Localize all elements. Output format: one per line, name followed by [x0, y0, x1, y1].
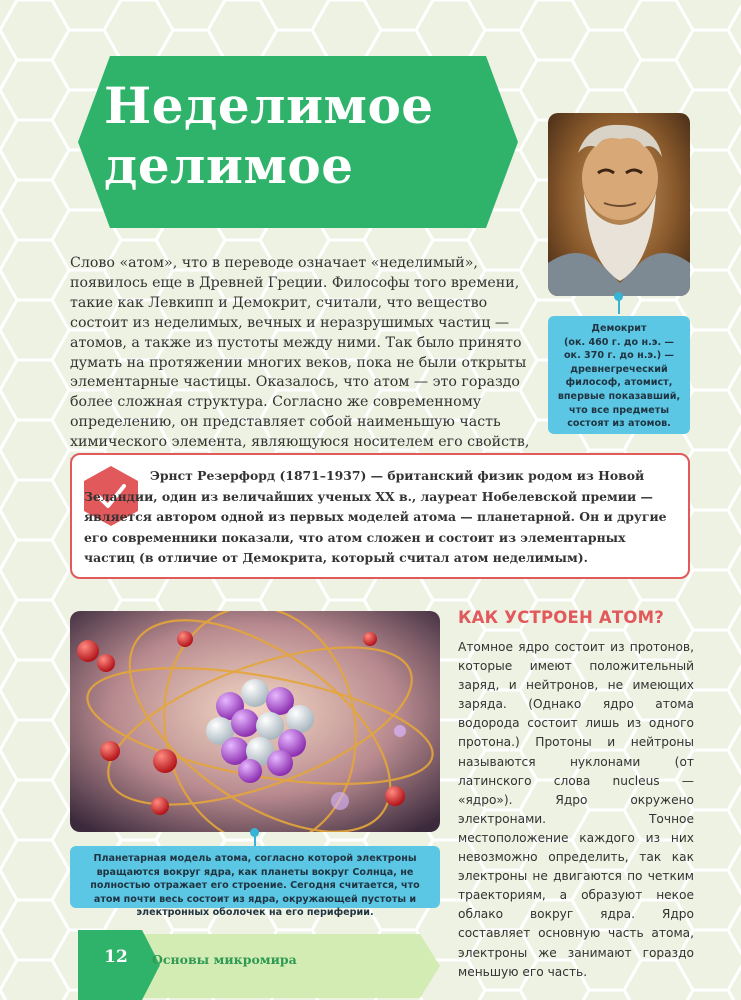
- caption-line: ок. 370 г. до н.э.) —: [563, 350, 675, 362]
- caption-line: древнегреческий: [570, 363, 668, 375]
- caption-line: (ок. 460 г. до н.э. —: [563, 336, 675, 348]
- footer-chapter-title: Основы микромира: [152, 952, 297, 967]
- page-title: [104, 76, 504, 196]
- portrait-pin-dot: [614, 292, 623, 301]
- section-paragraph: Атомное ядро состоит из протонов, которые имеют положительный заряд, и нейтронов, не имеющих заряда. (Однако ядро атома водорода состоит лишь из одного протона.) Протоны и нейтроны называются нуклонами (от латинского слова nucleus — «ядро»). Ядро окружено электронами. Точное местоположение каждого из них невозможно определить, так как электроны не двигаются по четким траекториям, а образуют некое облако вокруг ядра. Ядро составляет основную часть атома, электроны же занимают гораздо меньшую его часть.: [458, 640, 694, 979]
- page-number: 12: [104, 947, 128, 967]
- democritus-portrait: [548, 113, 690, 296]
- democritus-caption: [548, 316, 690, 434]
- page-title-line-2: делимое: [104, 136, 354, 195]
- caption-line: впервые показавший,: [557, 390, 681, 402]
- caption-line: Демокрит: [591, 323, 647, 334]
- atom-model-image: [70, 611, 440, 832]
- atom-pin-dot: [250, 828, 259, 837]
- intro-paragraph: Слово «атом», что в переводе означает «неделимый», появилось еще в Древней Греции. Философы того времени, такие как Левкипп и Демокрит, считали, что вещество состоит из неделимых, вечных и неразрушимых частиц — атомов, а также из пустоты между ними. Так было принято думать на протяжении многих веков, пока не были открыты элементарные частицы. Оказалось, что атом — это гораздо более сложная структура. Согласно же современному определению, он представляет собой наименьшую часть химического элемента, являющуюся носителем его свойств,: [70, 255, 530, 451]
- democritus-illustration: [548, 113, 690, 296]
- atom-image-caption: Планетарная модель атома, согласно которой электроны вращаются вокруг ядра, как планеты вокруг Солнца, не полностью отражает его строение. Сегодня считается, что атом почти весь состоит из ядра, окружающей пустоты и электронных оболочек на его периферии.: [70, 846, 440, 908]
- caption-line: философ, атомист,: [565, 377, 673, 389]
- atom-illustration: [70, 611, 440, 832]
- rutherford-callout-text: Эрнст Резерфорд (1871–1937) — британский физик родом из Новой Зеландии, один из величайших ученых XX в., лауреат Нобелевской премии — является автором одной из первых моделей атома — планетарной. Он и другие его современники показали, что атом сложен и состоит из элементарных частиц (в отличие от Демокрита, который считал атом неделимым).: [84, 468, 667, 565]
- caption-line: что все предметы: [568, 404, 670, 416]
- section-heading: КАК УСТРОЕН АТОМ?: [458, 608, 664, 627]
- caption-line: состоят из атомов.: [567, 418, 671, 430]
- page-title-line-1: Неделимое: [104, 76, 434, 135]
